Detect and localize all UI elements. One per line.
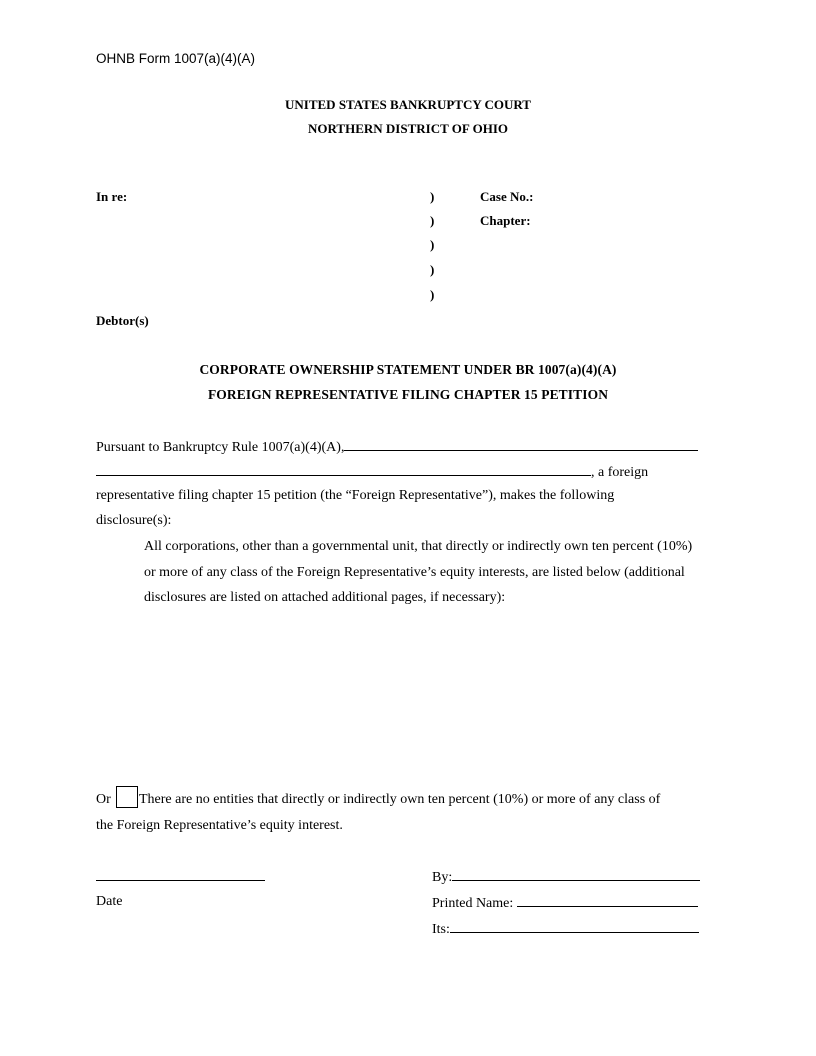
case-no-label: Case No.: (480, 189, 534, 204)
printed-name-label: Printed Name: (432, 896, 517, 911)
document-title: CORPORATE OWNERSHIP STATEMENT UNDER BR 1007(a)(4)(A) (199, 362, 617, 377)
its-label: Its: (432, 922, 450, 937)
body-line-3: representative filing chapter 15 petition (the “Foreign Representative”), makes the following (96, 488, 615, 503)
caption-paren: ) (430, 213, 435, 228)
by-line (432, 868, 700, 886)
pursuant-text: Pursuant to Bankruptcy Rule 1007(a)(4)(A), (96, 440, 345, 455)
its-title-blank[interactable] (450, 920, 699, 933)
caption-paren: ) (430, 237, 435, 252)
pursuant-line (96, 438, 698, 456)
foreign-rep-name-blank-2[interactable] (96, 463, 591, 476)
chapter-label: Chapter: (480, 213, 531, 228)
disclosure-line-1: All corporations, other than a governmental unit, that directly or indirectly own ten percent (10%) (144, 539, 693, 554)
document-subtitle: FOREIGN REPRESENTATIVE FILING CHAPTER 15 PETITION (207, 387, 609, 402)
caption-paren: ) (430, 189, 435, 204)
by-signature-blank[interactable] (452, 868, 700, 881)
printed-name-line (432, 894, 698, 912)
form-identifier: OHNB Form 1007(a)(4)(A) (96, 51, 256, 66)
no-entities-text: There are no entities that directly or indirectly own ten percent (10%) or more of any class of (139, 792, 661, 807)
caption-paren: ) (430, 262, 435, 277)
date-blank[interactable] (96, 868, 265, 881)
no-entities-checkbox[interactable] (116, 786, 138, 808)
disclosure-line-3: disclosures are listed on attached additional pages, if necessary): (144, 590, 506, 605)
body-line-4: disclosure(s): (96, 513, 172, 528)
caption-paren: ) (430, 287, 435, 302)
by-label: By: (432, 870, 453, 885)
printed-name-blank[interactable] (517, 894, 698, 907)
no-entities-text-cont: the Foreign Representative’s equity interest. (96, 818, 343, 833)
court-name: UNITED STATES BANKRUPTCY COURT (285, 97, 531, 112)
date-line (96, 868, 265, 886)
foreign-suffix-text: , a foreign (591, 465, 649, 480)
foreign-rep-name-blank[interactable] (344, 438, 698, 451)
disclosure-line-2: or more of any class of the Foreign Representative’s equity interests, are listed below (additional (144, 565, 685, 580)
debtor-label: Debtor(s) (96, 313, 149, 328)
date-label: Date (96, 894, 123, 909)
or-label: Or (96, 792, 111, 807)
in-re-label: In re: (96, 189, 128, 204)
foreign-rep-line (96, 463, 648, 481)
its-line (432, 920, 699, 938)
court-district: NORTHERN DISTRICT OF OHIO (308, 121, 508, 136)
